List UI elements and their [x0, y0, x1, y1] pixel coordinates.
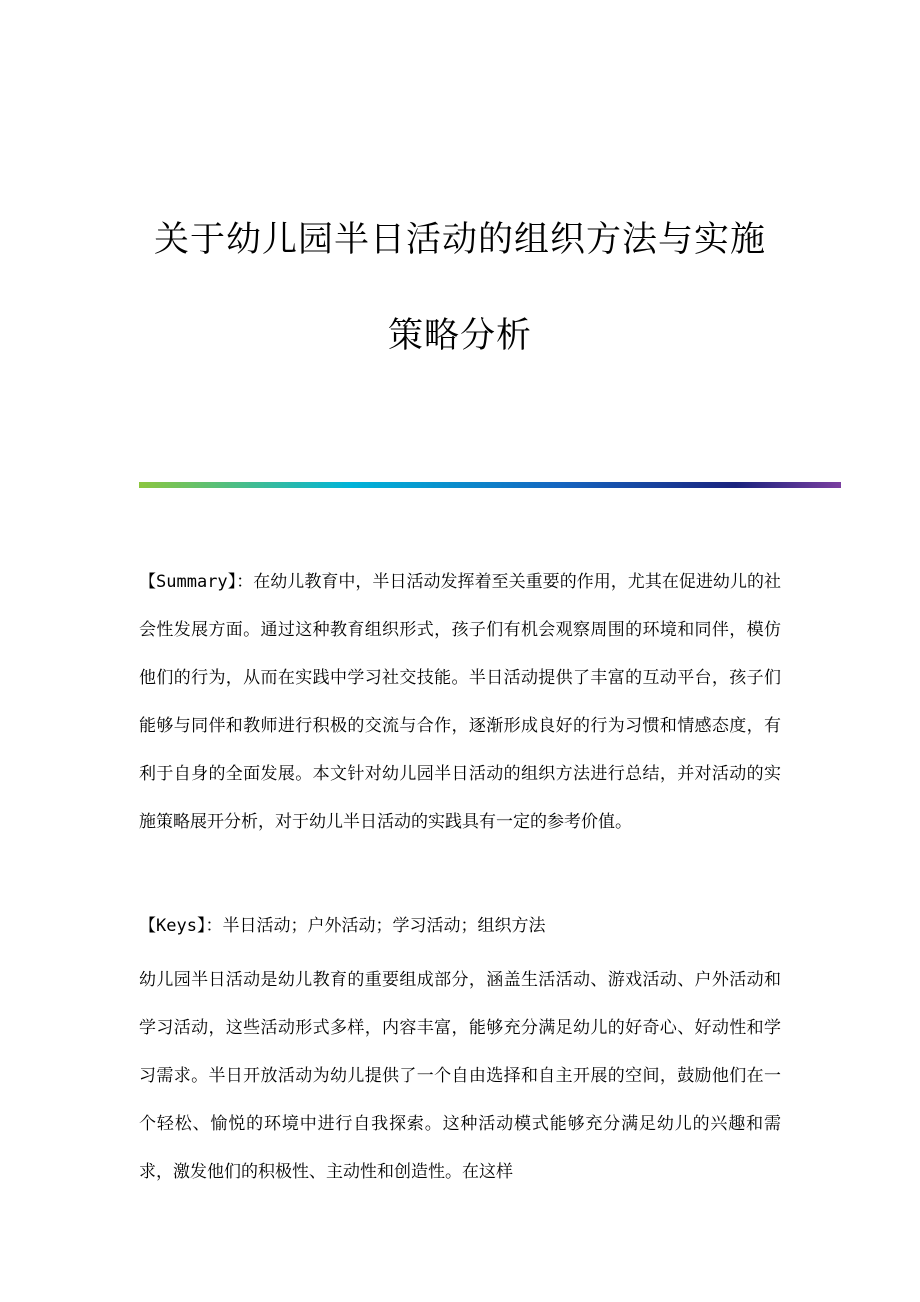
summary-text: 在幼儿教育中，半日活动发挥着至关重要的作用，尤其在促进幼儿的社会性发展方面。通过这种教育组织形式，孩子们有机会观察周围的环境和同伴，模仿他们的行为，从而在实践中学习社交技能。半日活动提供了丰富的互动平台，孩子们能够与同伴和教师进行积极的交流与合作，逐渐形成良好的行为习惯和情感态度，有利于自身的全面发展。本文针对幼儿园半日活动的组织方法进行总结，并对活动的实施策略展开分析，对于幼儿半日活动的实践具有一定的参考价值。 [139, 572, 781, 832]
title-divider [139, 482, 841, 488]
document-title-line-1: 关于幼儿园半日活动的组织方法与实施 [153, 220, 766, 260]
document-title-line-2: 策略分析 [387, 316, 532, 356]
keys-separator: ： [205, 916, 223, 936]
summary-paragraph [139, 558, 781, 888]
summary-separator: ： [236, 572, 254, 592]
keys-label: 【Keys】 [139, 916, 206, 936]
summary-label: 【Summary】 [139, 572, 237, 592]
keys-text: 半日活动；户外活动；学习活动；组织方法 [222, 916, 546, 936]
body-paragraph: 幼儿园半日活动是幼儿教育的重要组成部分，涵盖生活活动、游戏活动、户外活动和学习活动，这些活动形式多样，内容丰富，能够充分满足幼儿的好奇心、好动性和学习需求。半日开放活动为幼儿提供了一个自由选择和自主开展的空间，鼓励他们在一个轻松、愉悦的环境中进行自我探索。这种活动模式能够充分满足幼儿的兴趣和需求，激发他们的积极性、主动性和创造性。在这样 [139, 970, 781, 1182]
keywords-paragraph [139, 902, 781, 950]
